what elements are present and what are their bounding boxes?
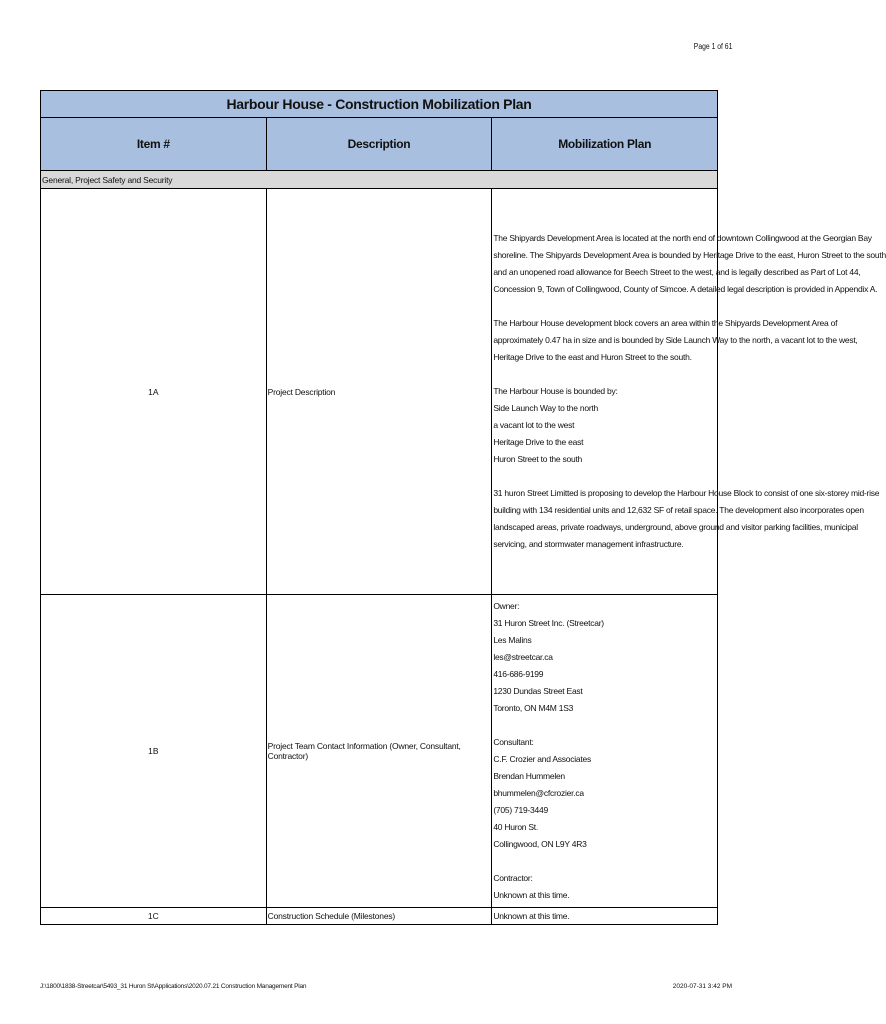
item-number: 1C — [41, 908, 267, 925]
footer-file-path: J:\1800\1838-Streetcar\5493_31 Huron St\Applications\2020.07.21 Construction Management Plan — [40, 983, 307, 990]
plan-line: 416-686-9199 — [493, 669, 544, 679]
table-title: Harbour House - Construction Mobilization Plan — [41, 91, 718, 118]
plan-line: a vacant lot to the west — [493, 420, 575, 430]
plan-line: shoreline. The Shipyards Development Area is bounded by Heritage Drive to the east, Huron Street to the south — [493, 250, 886, 260]
table-row — [41, 595, 718, 908]
plan-line: Collingwood, ON L9Y 4R3 — [493, 839, 587, 849]
plan-line: les@streetcar.ca — [493, 652, 553, 662]
blank-line — [493, 366, 717, 383]
item-number: 1B — [41, 595, 267, 908]
item-description: Construction Schedule (Milestones) — [266, 908, 492, 925]
blank-line — [493, 853, 717, 870]
page-number: Page 1 of 61 — [693, 42, 732, 51]
plan-line: 31 Huron Street Inc. (Streetcar) — [493, 618, 604, 628]
column-header-item: Item # — [41, 118, 267, 171]
plan-line: 31 huron Street Limitted is proposing to develop the Harbour House Block to consist of one six-storey mid-rise — [493, 488, 880, 498]
plan-line: approximately 0.47 ha in size and is bounded by Side Launch Way to the north, a vacant lot to the west, — [493, 335, 858, 345]
plan-line: Toronto, ON M4M 1S3 — [493, 703, 574, 713]
item-description: Project Team Contact Information (Owner, Consultant, Contractor) — [266, 595, 492, 908]
column-header-description: Description — [266, 118, 492, 171]
plan-text — [492, 595, 718, 908]
table-row — [41, 189, 718, 595]
blank-line — [493, 298, 717, 315]
blank-line — [493, 717, 717, 734]
plan-text — [492, 189, 886, 595]
plan-line: Consultant: — [493, 737, 534, 747]
plan-line: Concession 9, Town of Collingwood, County of Simcoe. A detailed legal description is provided in Appendix A. — [493, 284, 878, 294]
plan-line: C.F. Crozier and Associates — [493, 754, 591, 764]
section-label: General, Project Safety and Security — [41, 171, 718, 189]
plan-line: Heritage Drive to the east and Huron Street to the south. — [493, 352, 692, 362]
plan-line: Unknown at this time. — [493, 911, 570, 921]
mobilization-plan-table — [40, 90, 886, 925]
plan-line: Owner: — [493, 601, 520, 611]
plan-line: Les Malins — [493, 635, 532, 645]
table-row — [41, 908, 718, 925]
plan-line: 1230 Dundas Street East — [493, 686, 583, 696]
plan-line: The Shipyards Development Area is located at the north end of downtown Collingwood at the Georgian Bay — [493, 233, 872, 243]
plan-line: (705) 719-3449 — [493, 805, 548, 815]
plan-line: 40 Huron St. — [493, 822, 539, 832]
plan-line: Side Launch Way to the north — [493, 403, 598, 413]
plan-line: Heritage Drive to the east — [493, 437, 584, 447]
plan-line: The Harbour House is bounded by: — [493, 386, 618, 396]
column-header-plan: Mobilization Plan — [492, 118, 718, 171]
plan-line: and an unopened road allowance for Beech Street to the west, and is legally described as Part of Lot 44, — [493, 267, 861, 277]
plan-line: Huron Street to the south — [493, 454, 583, 464]
plan-line: Unknown at this time. — [493, 890, 570, 900]
plan-line: The Harbour House development block covers an area within the Shipyards Development Area of — [493, 318, 838, 328]
item-description: Project Description — [266, 189, 492, 595]
plan-line: building with 134 residential units and 12,632 SF of retail space. The development also incorporates open — [493, 505, 864, 515]
plan-text — [492, 908, 718, 925]
plan-line: Contractor: — [493, 873, 533, 883]
blank-line — [493, 468, 717, 485]
footer-timestamp: 2020-07-31 3:42 PM — [672, 983, 732, 990]
plan-line: landscaped areas, private roadways, underground, above ground and visitor parking facilities, municipal — [493, 522, 858, 532]
item-number: 1A — [41, 189, 267, 595]
plan-line: Brendan Hummelen — [493, 771, 565, 781]
plan-line: servicing, and stormwater management infrastructure. — [493, 539, 684, 549]
plan-line: bhummelen@cfcrozier.ca — [493, 788, 584, 798]
